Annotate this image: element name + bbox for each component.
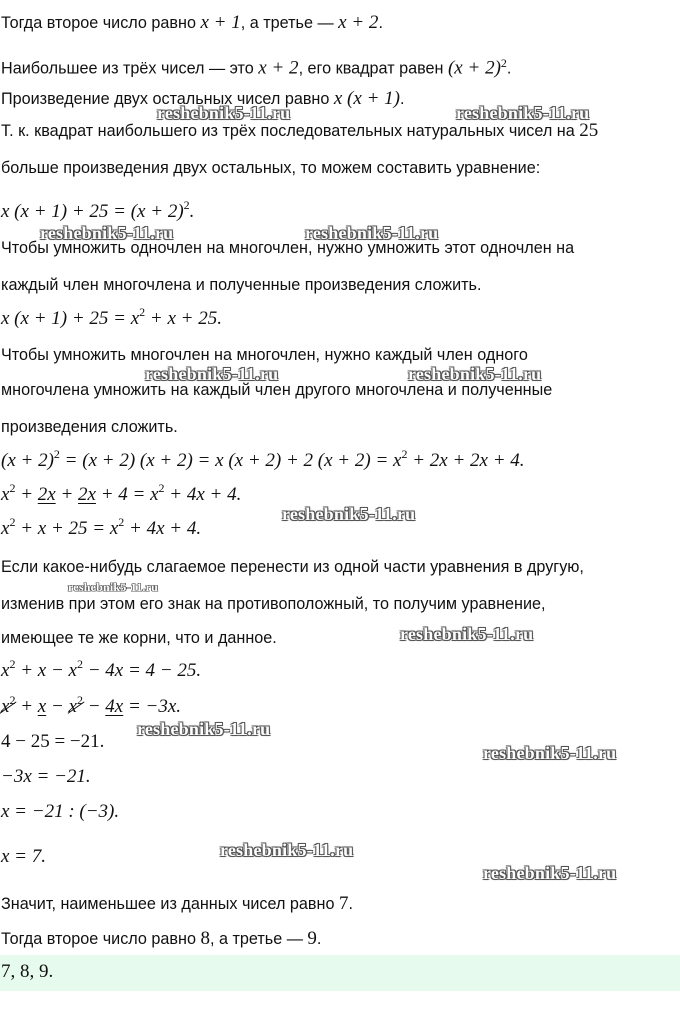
text-line: многочлена умножить на каждый член другого многочлена и полученные <box>1 381 553 399</box>
watermark: reshebnik5-11.ru <box>220 840 354 860</box>
watermark: reshebnik5-11.ru <box>137 719 271 739</box>
watermark: reshebnik5-11.ru <box>408 364 542 384</box>
text-line: Значит, наименьшее из данных чисел равно 7. <box>1 893 353 914</box>
equation-line: −3x = −21. <box>1 766 91 787</box>
watermark: reshebnik5-11.ru <box>40 223 174 243</box>
text-line: Тогда второе число равно x + 1, а третье — x + 2. <box>1 12 383 33</box>
equation-line: $x^2 + 2x + 2x + 4 = x^2 + 4x + 4$. <box>1 481 242 505</box>
equation-line: 4 − 25 = −21. <box>1 731 105 752</box>
text-line: произведения сложить. <box>1 418 178 436</box>
equation-line: x = 7. <box>1 846 47 867</box>
text-line: Тогда второе число равно 8, а третье — 9. <box>1 928 322 949</box>
watermark: reshebnik5-11.ru <box>145 364 279 384</box>
text-line: больше произведения двух остальных, то можем составить уравнение: <box>1 159 541 177</box>
cancelled-term: $x^2$ <box>1 693 16 717</box>
watermark: reshebnik5-11.ru <box>400 624 534 644</box>
text-line: изменив при этом его знак на противоположный, то получим уравнение, <box>1 595 546 613</box>
text-line: имеющее те же корни, что и данное. <box>1 629 277 647</box>
watermark: reshebnik5-11.ru <box>282 504 416 524</box>
watermark: reshebnik5-11.ru <box>483 863 617 883</box>
watermark: reshebnik5-11.ru <box>305 223 439 243</box>
equation-line: x $(x + 1) + 25 = x^2 + x + 25$. <box>1 305 222 329</box>
cancelled-term: $x^2$ <box>68 693 83 717</box>
answer-text: 7, 8, 9. <box>1 961 54 982</box>
text-line: Чтобы умножить многочлен на многочлен, нужно каждый член одного <box>1 346 528 364</box>
text-line: Чтобы умножить одночлен на многочлен, нужно умножить этот одночлен на <box>1 239 575 257</box>
equation-line: x $(x + 1) + 25 = (x + 2)^2$. <box>1 198 195 222</box>
text-line: Наибольшее из трёх чисел — это x + 2, его квадрат равен $(x + 2)^2$. <box>1 56 512 79</box>
watermark: reshebnik5-11.ru <box>456 103 590 123</box>
watermark: reshebnik5-11.ru <box>157 103 291 123</box>
text-line: Произведение двух остальных чисел равно x (x + 1). <box>1 88 405 109</box>
equation-line: $x^2 + x - x^2 - 4x = -3x$. <box>1 693 182 717</box>
text-line: Т. к. квадрат наибольшего из трёх последовательных натуральных чисел на 25 <box>1 120 599 141</box>
watermark: reshebnik5-11.ru <box>68 580 158 594</box>
equation-line: x = −21 : (−3). <box>1 801 120 822</box>
equation-line: $x^2 + x + 25 = x^2 + 4x + 4$. <box>1 515 202 539</box>
equation-line: $(x + 2)^2 = (x + 2)$ (x + 2) = x (x + 2) + 2 $(x + 2) = x^2 + 2x + 2x + 4$. <box>1 447 525 471</box>
watermark: reshebnik5-11.ru <box>483 743 617 763</box>
text-line: каждый член многочлена и полученные произведения сложить. <box>1 276 482 294</box>
text-line: Если какое-нибудь слагаемое перенести из одной части уравнения в другую, <box>1 558 584 576</box>
equation-line: $x^2 + x - x^2 - 4x = 4 - 25$. <box>1 657 202 681</box>
answer-box <box>0 955 680 991</box>
